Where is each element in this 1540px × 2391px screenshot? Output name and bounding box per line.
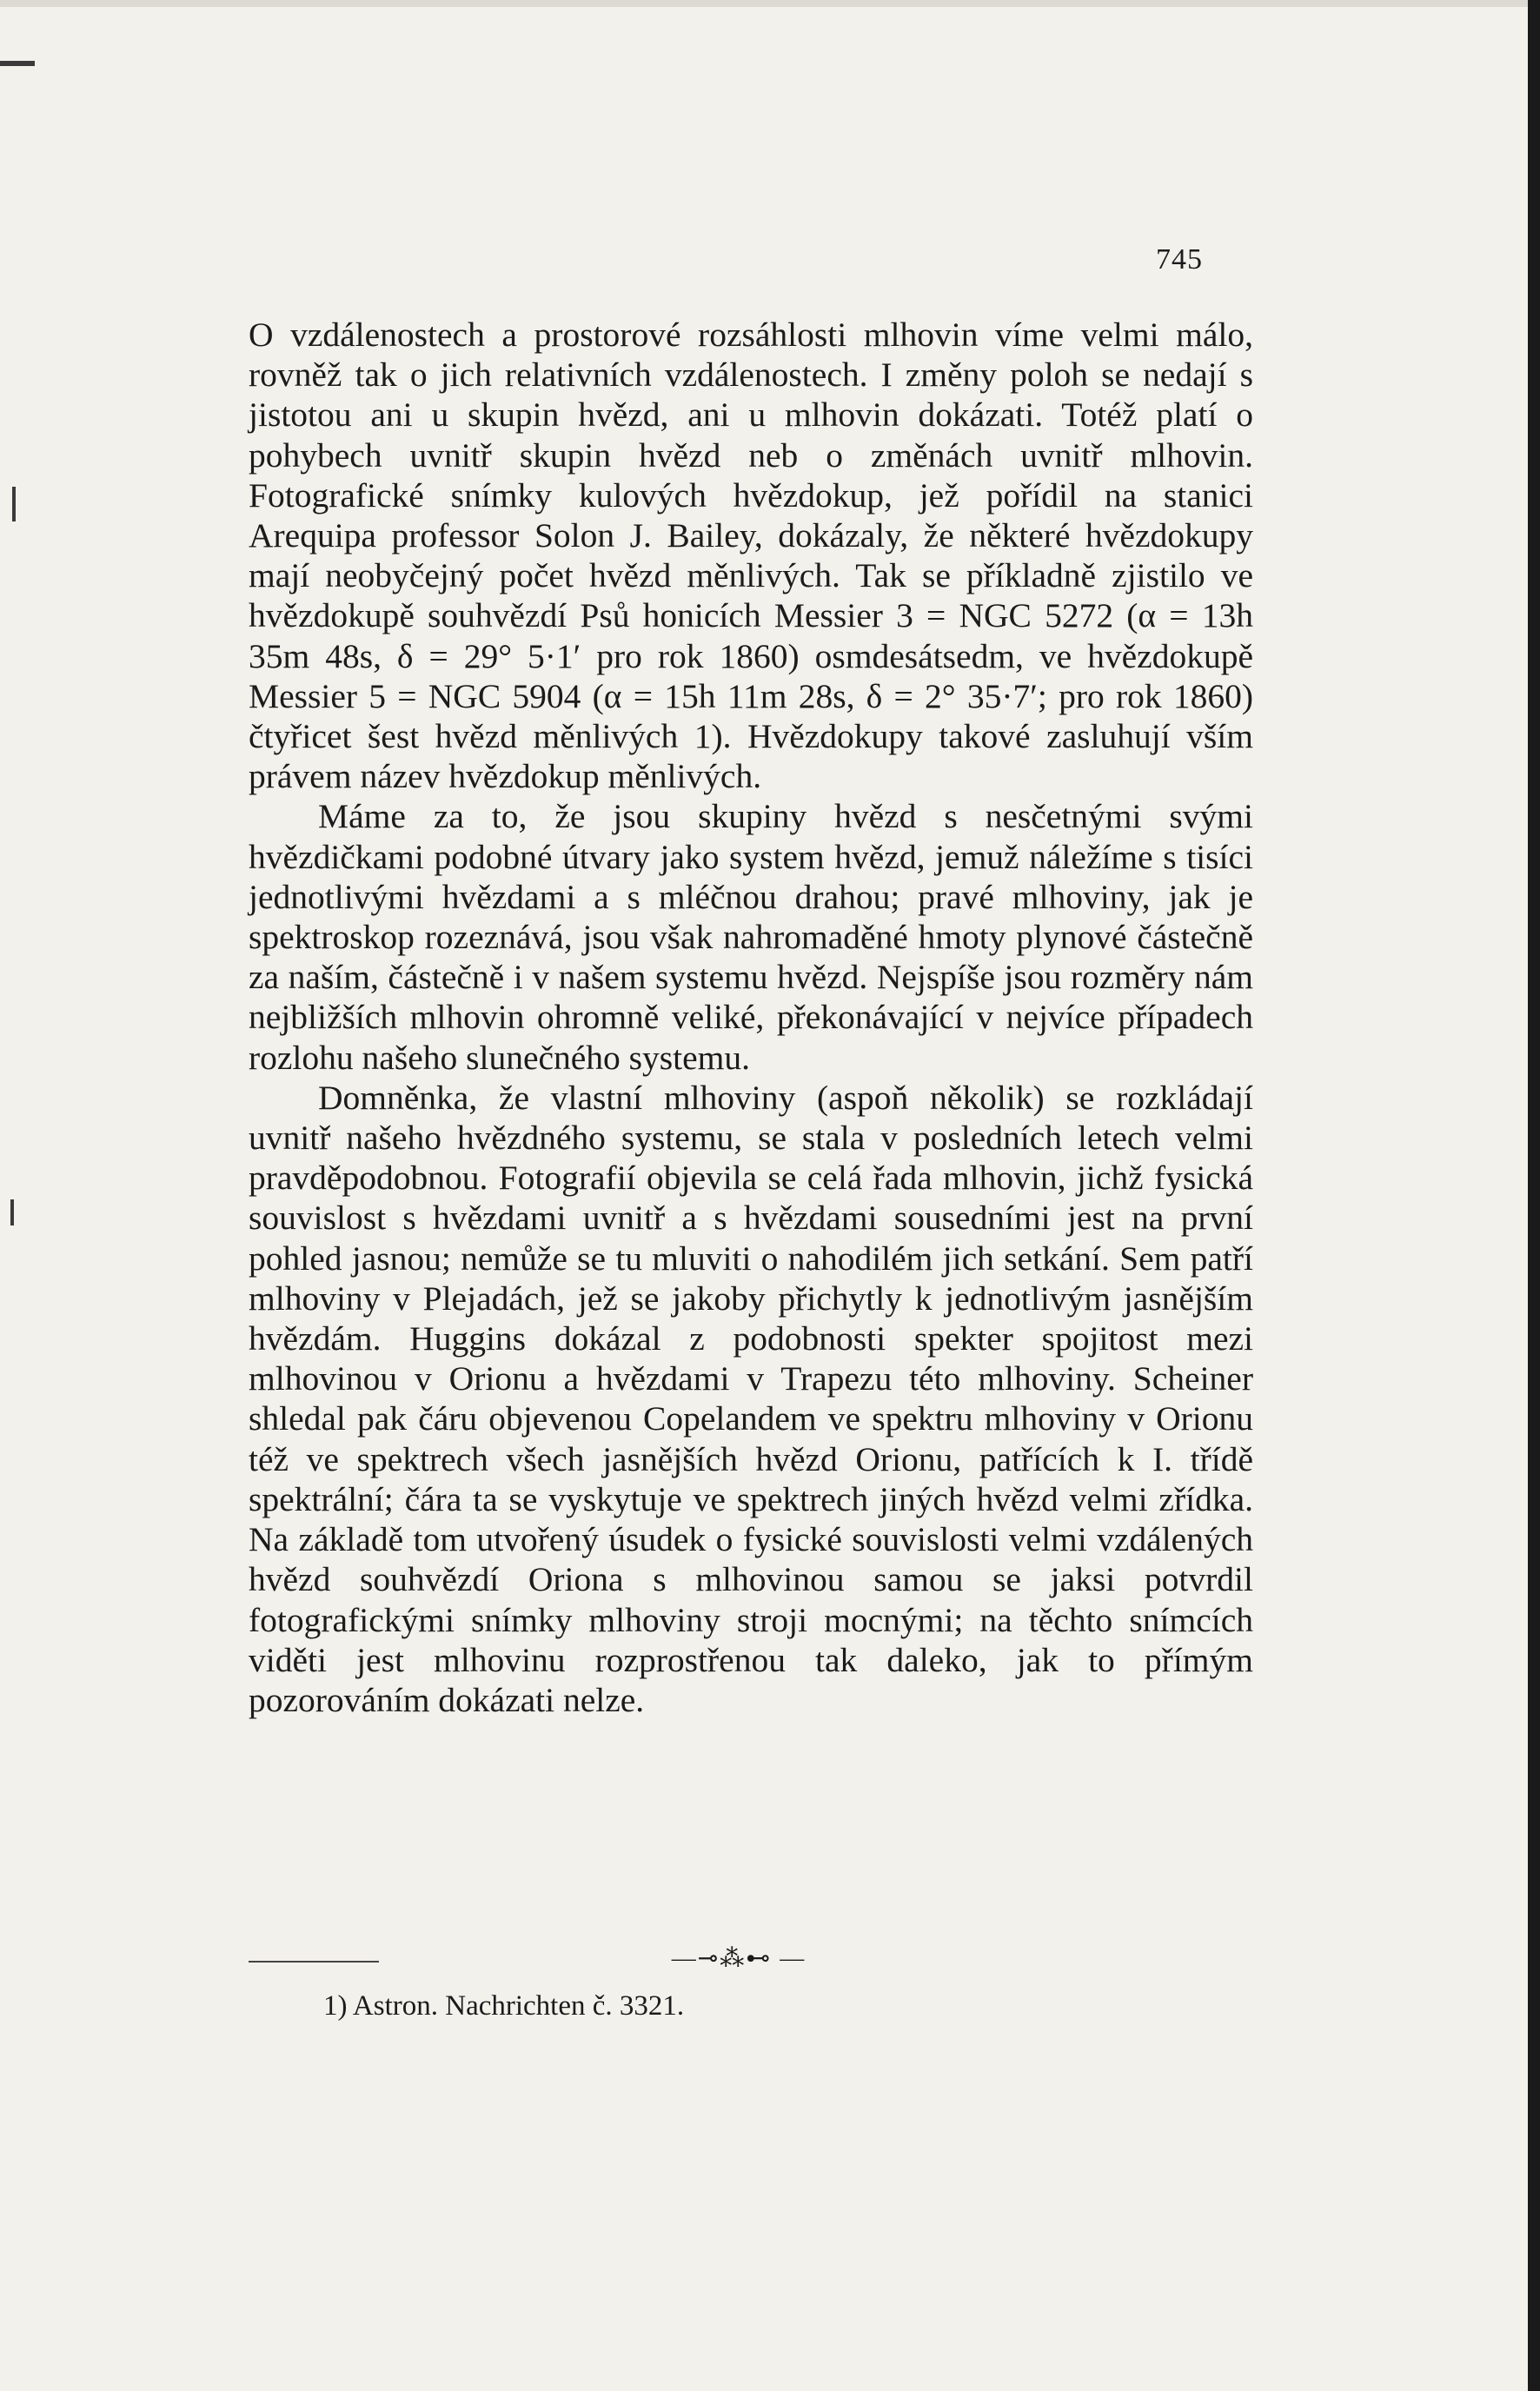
binding-mark <box>0 61 35 66</box>
binding-mark <box>12 487 16 521</box>
footnote-rule <box>249 1961 379 1963</box>
paragraph-1: O vzdálenostech a prostorové rozsáhlosti mlhovin víme velmi málo, rovněž tak o jich relativních vzdálenostech. I změny poloh se nedají s jistotou ani u skupin hvězd, ani u mlhovin dokázati. Totéž platí o pohybech uvnitř skupin hvězd neb o změnách uvnitř mlhovin. Fotografické snímky kulových hvězdokup, jež pořídil na stanici Arequipa professor Solon J. Bailey, dokázaly, že některé hvězdokupy mají neobyčejný počet hvězd měnlivých. Tak se příkladně zjistilo ve hvězdokupě souhvězdí Psů honicích Messier 3 = NGC 5272 (α = 13h 35m 48s, δ = 29° 5·1′ pro rok 1860) osmdesátsedm, ve hvězdokupě Messier 5 = NGC 5904 (α = 15h 11m 28s, δ = 2° 35·7′; pro rok 1860) čtyřicet šest hvězd měnlivých 1). Hvězdokupy takové zasluhují vším právem název hvězdokup měnlivých. <box>249 315 1253 796</box>
paragraph-3: Domněnka, že vlastní mlhoviny (aspoň několik) se rozkládají uvnitř našeho hvězdného systemu, se stala v posledních letech velmi pravděpodobnou. Fotografií objevila se celá řada mlhovin, jichž fysická souvislost s hvězdami uvnitř a s hvězdami sousedními jest na první pohled jasnou; nemůže se tu mluviti o nahodilém jich setkání. Sem patří mlhoviny v Plejadách, jež se jakoby přichytly k jednotlivým jasnějším hvězdám. Huggins dokázal z podobnosti spekter spojitost mezi mlhovinou v Orionu a hvězdami v Trapezu této mlhoviny. Scheiner shledal pak čáru objevenou Copelandem ve spektru mlhoviny v Orionu též ve spektrech všech jasnějších hvězd Orionu, patřících k I. třídě spektrální; čára ta se vyskytuje ve spektrech jiných hvězd velmi zřídka. Na základě tom utvořený úsudek o fysické souvislosti velmi vzdálených hvězd souhvězdí Oriona s mlhovinou samou se jaksi potvrdil fotografickými snímky mlhoviny stroji mocnými; na těchto snímcích viděti jest mlhovinu rozprostřenou tak daleko, jak to přímým pozorováním dokázati nelze. <box>249 1078 1253 1719</box>
binding-mark <box>10 1199 14 1225</box>
page-number: 745 <box>1156 243 1203 276</box>
page-right-edge <box>1528 0 1540 2391</box>
page-top-edge <box>0 0 1540 7</box>
footnote: 1) Astron. Nachrichten č. 3321. <box>323 1990 685 2022</box>
section-ornament: —⊸⁂⊷ — <box>671 1945 807 1972</box>
paragraph-2: Máme za to, že jsou skupiny hvězd s nesčetnými svými hvězdičkami podobné útvary jako system hvězd, jemuž náležíme s tisíci jednotlivými hvězdami a s mléčnou drahou; pravé mlhoviny, jak je spektroskop rozeznává, jsou však nahromaděné hmoty plynové částečně za naším, částečně i v našem systemu hvězd. Nejspíše jsou rozměry nám nejbližších mlhovin ohromně veliké, překonávající v nejvíce případech rozlohu našeho slunečného systemu. <box>249 797 1253 1077</box>
body-text <box>249 315 1253 1720</box>
